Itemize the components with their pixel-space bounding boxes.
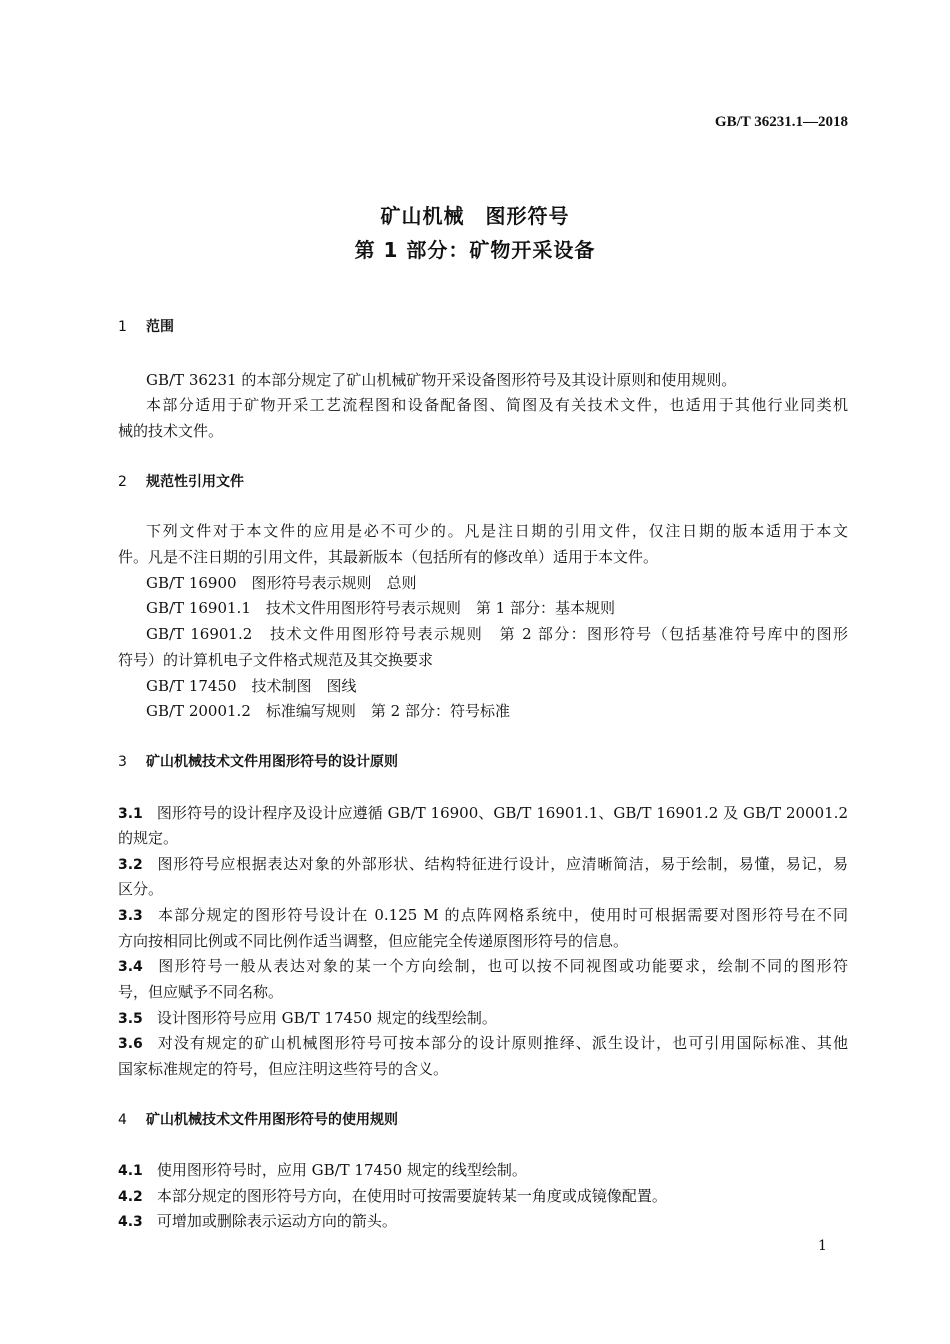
clause-number: 3.1 (118, 806, 143, 822)
paragraph-line (118, 804, 848, 822)
line-text: GB/T 16901.2 技术文件用图形符号表示规则 第 2 部分：图形符号（包括基准符号库中的图形 (146, 625, 848, 643)
line-text: GB/T 17450 技术制图 图线 (146, 677, 357, 695)
paragraph-line (118, 1034, 848, 1052)
paragraph-line (118, 1161, 527, 1179)
clause-number: 4.1 (118, 1163, 143, 1179)
line-text: 符号）的计算机电子文件格式规范及其交换要求 (118, 651, 434, 669)
line-text: 区分。 (118, 880, 164, 898)
line-text: 图形符号的设计程序及设计应遵循 GB/T 16900、GB/T 16901.1、GB/T 16901.2 及 GB/T 20001.2 (156, 804, 848, 822)
paragraph-line (118, 957, 848, 975)
line-text: GB/T 16901.1 技术文件用图形符号表示规则 第 1 部分：基本规则 (146, 599, 615, 617)
paragraph-line (118, 548, 658, 566)
paragraph-line (118, 855, 848, 873)
paragraph-line (118, 906, 848, 924)
line-text: 件。凡是不注日期的引用文件，其最新版本（包括所有的修改单）适用于本文件。 (118, 548, 659, 566)
clause-number: 3.3 (118, 908, 143, 924)
paragraph-line (118, 932, 628, 950)
paragraph-line (146, 522, 848, 540)
clause-number: 3.6 (118, 1036, 143, 1052)
line-text: 图形符号应根据表达对象的外部形状、结构特征进行设计，应清晰简洁，易于绘制，易懂，易记，易 (156, 855, 848, 873)
section-number: 1 (118, 319, 127, 335)
paragraph-line (118, 829, 178, 847)
document-title: 矿山机械 图形符号 (380, 204, 570, 228)
line-text: 可增加或删除表示运动方向的箭头。 (156, 1212, 397, 1230)
section-title: 规范性引用文件 (146, 474, 244, 490)
section-heading (118, 1111, 398, 1129)
line-text: 图形符号一般从表达对象的某一个方向绘制，也可以按不同视图或功能要求，绘制不同的图形符 (156, 957, 848, 975)
section-number: 2 (118, 474, 127, 490)
line-text: 对没有规定的矿山机械图形符号可按本部分的设计原则推绎、派生设计，也可引用国际标准、其他 (156, 1034, 848, 1052)
paragraph-line (118, 422, 223, 440)
page-number: 1 (818, 1238, 827, 1254)
line-text: 的规定。 (118, 829, 179, 847)
line-text: 使用图形符号时，应用 GB/T 17450 规定的线型绘制。 (156, 1161, 527, 1179)
standard-number: GB/T 36231.1—2018 (714, 114, 848, 130)
line-text: 本部分适用于矿物开采工艺流程图和设备配备图、简图及有关技术文件，也适用于其他行业同类机 (146, 396, 848, 414)
paragraph-line (146, 677, 357, 695)
line-text: 设计图形符号应用 GB/T 17450 规定的线型绘制。 (156, 1009, 497, 1027)
line-text: 方向按相同比例或不同比例作适当调整，但应能完全传递原图形符号的信息。 (118, 932, 629, 950)
paragraph-line (118, 1060, 448, 1078)
section-heading (118, 753, 398, 771)
line-text: 下列文件对于本文件的应用是必不可少的。凡是注日期的引用文件，仅注日期的版本适用于本文 (146, 522, 848, 540)
paragraph-line (118, 651, 433, 669)
paragraph-line (146, 702, 510, 720)
paragraph-line (118, 880, 163, 898)
line-text: 本部分规定的图形符号设计在 0.125 M 的点阵网格系统中，使用时可根据需要对图形符号在不同 (156, 906, 848, 924)
paragraph-line (146, 574, 417, 592)
document-subtitle: 第 1 部分：矿物开采设备 (354, 238, 596, 262)
paragraph-line (118, 1212, 397, 1230)
section-heading (118, 473, 244, 491)
paragraph-line (118, 1009, 497, 1027)
section-number: 4 (118, 1112, 127, 1128)
section-number: 3 (118, 754, 127, 770)
clause-number: 3.2 (118, 857, 143, 873)
line-text: 国家标准规定的符号，但应注明这些符号的含义。 (118, 1060, 449, 1078)
paragraph-line (118, 1187, 667, 1205)
section-title: 范围 (146, 319, 174, 335)
line-text: GB/T 20001.2 标准编写规则 第 2 部分：符号标准 (146, 702, 510, 720)
paragraph-line (146, 396, 848, 414)
line-text: GB/T 36231 的本部分规定了矿山机械矿物开采设备图形符号及其设计原则和使用规则。 (146, 371, 737, 389)
section-title: 矿山机械技术文件用图形符号的设计原则 (146, 754, 398, 770)
clause-number: 3.5 (118, 1011, 143, 1027)
section-heading (118, 318, 174, 336)
line-text: 号，但应赋予不同名称。 (118, 983, 284, 1001)
paragraph-line (146, 625, 848, 643)
clause-number: 3.4 (118, 959, 143, 975)
paragraph-line (146, 371, 736, 389)
line-text: GB/T 16900 图形符号表示规则 总则 (146, 574, 417, 592)
clause-number: 4.2 (118, 1189, 143, 1205)
paragraph-line (146, 599, 615, 617)
paragraph-line (118, 983, 283, 1001)
line-text: 械的技术文件。 (118, 422, 224, 440)
line-text: 本部分规定的图形符号方向，在使用时可按需要旋转某一角度或成镜像配置。 (156, 1187, 667, 1205)
section-title: 矿山机械技术文件用图形符号的使用规则 (146, 1112, 398, 1128)
clause-number: 4.3 (118, 1214, 143, 1230)
